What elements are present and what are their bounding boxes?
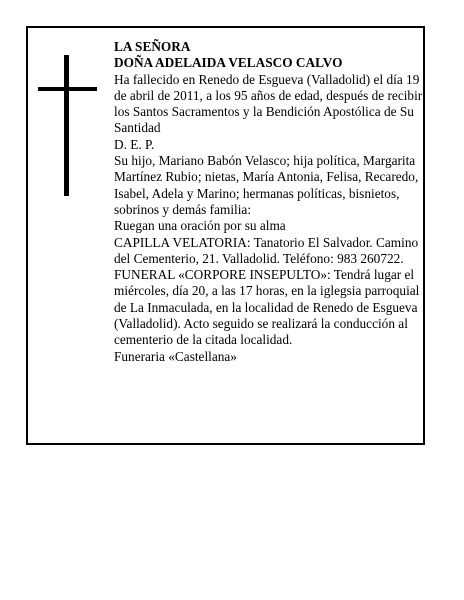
prayer-request: Ruegan una oración por su alma	[114, 218, 286, 234]
dep-line: D. E. P.	[114, 136, 155, 152]
latin-cross-icon	[38, 55, 97, 196]
deceased-name: DOÑA ADELAIDA VELASCO CALVO	[114, 55, 343, 71]
honorific: LA SEÑORA	[114, 39, 191, 54]
cross-horizontal-bar	[38, 87, 97, 91]
funeral-info: FUNERAL «CORPORE INSEPULTO»: Tendrá lugar el miércoles, día 20, a las 17 horas, en la iglegsia parroquial de La Inmaculada, en la localidad de Renedo de Esgueva (Valladolid). Acto seguido se realizará la conducción al cementerio de la citada localidad.	[114, 267, 420, 348]
death-announcement: Ha fallecido en Renedo de Esgueva (Valladolid) el día 19 de abril de 2011, a los 95 años de edad, después de recibir los Santos Sacramentos y la Bendición Apostólica de Su Santidad	[114, 71, 423, 136]
cross-vertical-bar	[64, 55, 69, 196]
obituary-text	[114, 39, 429, 365]
family-list: Su hijo, Mariano Babón Velasco; hija política, Margarita Martínez Rubio; nietas, María Antonia, Felisa, Recaredo, Isabel, Adela y Marino; hermanas políticas, bisnietos, sobrinos y demás familia:	[114, 153, 419, 217]
funeral-home: Funeraria «Castellana»	[114, 348, 237, 364]
chapel-info: CAPILLA VELATORIA: Tanatorio El Salvador. Camino del Cementerio, 21. Valladolid. Teléfono: 983 260722.	[114, 234, 419, 266]
